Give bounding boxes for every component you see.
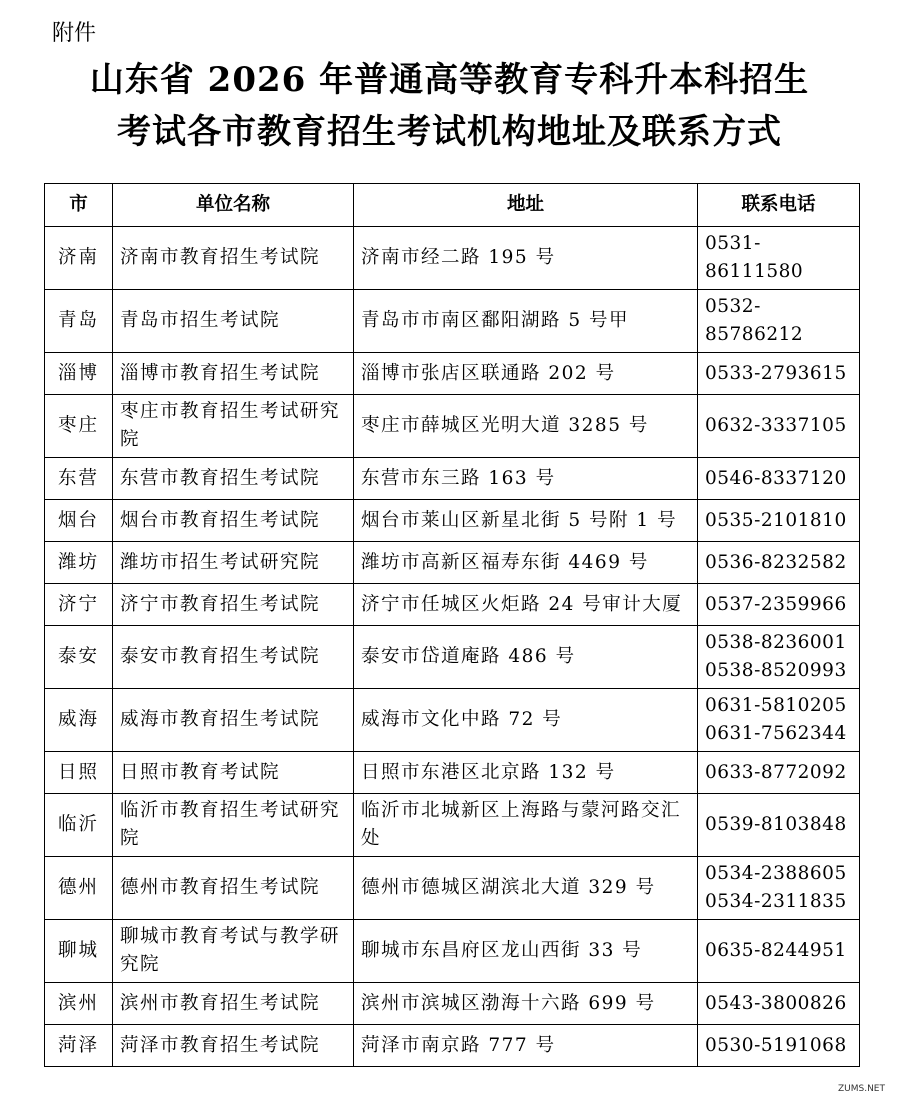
unit-name-cell: 日照市教育考试院 — [113, 752, 354, 794]
phone-number: 0631-5810205 — [705, 695, 847, 716]
phone-number: 0546-8337120 — [705, 467, 847, 489]
unit-name-cell: 枣庄市教育招生考试研究院 — [113, 395, 354, 458]
city-cell: 济南 — [45, 227, 113, 290]
table-row — [45, 353, 860, 395]
table-row — [45, 752, 860, 794]
address-cell: 聊城市东昌府区龙山西街 33 号 — [354, 920, 698, 983]
phone-number: 0537-2359966 — [705, 593, 847, 615]
phone-cell — [698, 290, 860, 353]
phone-cell — [698, 353, 860, 395]
phone-number: 0534-2388605 — [705, 863, 847, 884]
phone-number: 0632-3337105 — [705, 415, 847, 436]
address-cell: 潍坊市高新区福寿东街 4469 号 — [354, 542, 698, 584]
phone-cell — [698, 626, 860, 689]
page-title-line-2: 考试各市教育招生考试机构地址及联系方式 — [117, 112, 782, 152]
address-cell: 泰安市岱道庵路 486 号 — [354, 626, 698, 689]
city-cell: 潍坊 — [45, 542, 113, 584]
unit-name-cell: 德州市教育招生考试院 — [113, 857, 354, 920]
city-cell: 济宁 — [45, 584, 113, 626]
address-cell: 德州市德城区湖滨北大道 329 号 — [354, 857, 698, 920]
table-row — [45, 458, 860, 500]
phone-number: 0534-2311835 — [705, 891, 847, 912]
unit-name-cell: 东营市教育招生考试院 — [113, 458, 354, 500]
city-cell: 滨州 — [45, 983, 113, 1025]
address-cell: 东营市东三路 163 号 — [354, 458, 698, 500]
unit-name-cell: 临沂市教育招生考试研究院 — [113, 794, 354, 857]
address-cell: 济宁市任城区火炬路 24 号审计大厦 — [354, 584, 698, 626]
phone-number: 0633-8772092 — [705, 761, 847, 783]
table-header-row — [45, 184, 860, 227]
unit-name-cell: 济宁市教育招生考试院 — [113, 584, 354, 626]
address-cell: 烟台市莱山区新星北街 5 号附 1 号 — [354, 500, 698, 542]
table-row — [45, 500, 860, 542]
phone-cell — [698, 542, 860, 584]
header-city: 市 — [45, 184, 113, 227]
phone-number: 0535-2101810 — [705, 509, 847, 531]
table-row — [45, 290, 860, 353]
table-row — [45, 983, 860, 1025]
phone-number: 0536-8232582 — [705, 551, 847, 573]
unit-name-cell: 潍坊市招生考试研究院 — [113, 542, 354, 584]
header-unit-name: 单位名称 — [113, 184, 354, 227]
table-row — [45, 794, 860, 857]
phone-cell — [698, 920, 860, 983]
unit-name-cell: 滨州市教育招生考试院 — [113, 983, 354, 1025]
phone-number: 0538-8520993 — [705, 660, 847, 681]
phone-cell — [698, 983, 860, 1025]
phone-cell — [698, 227, 860, 290]
city-cell: 威海 — [45, 689, 113, 752]
phone-cell — [698, 689, 860, 752]
phone-number: 0532-85786212 — [705, 296, 804, 345]
table-body — [45, 227, 860, 1067]
unit-name-cell: 威海市教育招生考试院 — [113, 689, 354, 752]
phone-number: 0543-3800826 — [705, 992, 847, 1014]
city-cell: 日照 — [45, 752, 113, 794]
page-title-line-1: 山东省 2026 年普通高等教育专科升本科招生 — [89, 60, 810, 100]
contact-table — [44, 183, 860, 1067]
address-cell: 临沂市北城新区上海路与蒙河路交汇处 — [354, 794, 698, 857]
attachment-label: 附件 — [52, 21, 97, 46]
city-cell: 东营 — [45, 458, 113, 500]
address-cell: 菏泽市南京路 777 号 — [354, 1025, 698, 1067]
unit-name-cell: 泰安市教育招生考试院 — [113, 626, 354, 689]
address-cell: 枣庄市薛城区光明大道 3285 号 — [354, 395, 698, 458]
address-cell: 威海市文化中路 72 号 — [354, 689, 698, 752]
phone-number: 0538-8236001 — [705, 632, 847, 653]
phone-number: 0533-2793615 — [705, 362, 847, 384]
address-cell: 济南市经二路 195 号 — [354, 227, 698, 290]
phone-cell — [698, 1025, 860, 1067]
table-row — [45, 920, 860, 983]
address-cell: 滨州市滨城区渤海十六路 699 号 — [354, 983, 698, 1025]
phone-cell — [698, 395, 860, 458]
address-cell: 淄博市张店区联通路 202 号 — [354, 353, 698, 395]
table-row — [45, 857, 860, 920]
unit-name-cell: 淄博市教育招生考试院 — [113, 353, 354, 395]
phone-number: 0631-7562344 — [705, 723, 847, 744]
phone-cell — [698, 752, 860, 794]
phone-cell — [698, 458, 860, 500]
phone-cell — [698, 794, 860, 857]
address-cell: 日照市东港区北京路 132 号 — [354, 752, 698, 794]
header-phone: 联系电话 — [698, 184, 860, 227]
city-cell: 菏泽 — [45, 1025, 113, 1067]
table-row — [45, 227, 860, 290]
city-cell: 淄博 — [45, 353, 113, 395]
table-row — [45, 584, 860, 626]
address-cell: 青岛市市南区鄱阳湖路 5 号甲 — [354, 290, 698, 353]
phone-cell — [698, 500, 860, 542]
table-row — [45, 1025, 860, 1067]
city-cell: 烟台 — [45, 500, 113, 542]
phone-number: 0530-5191068 — [705, 1034, 847, 1056]
table-row — [45, 542, 860, 584]
city-cell: 枣庄 — [45, 395, 113, 458]
unit-name-cell: 烟台市教育招生考试院 — [113, 500, 354, 542]
unit-name-cell: 聊城市教育考试与教学研究院 — [113, 920, 354, 983]
phone-number: 0539-8103848 — [705, 814, 847, 835]
unit-name-cell: 济南市教育招生考试院 — [113, 227, 354, 290]
phone-number: 0635-8244951 — [705, 940, 847, 961]
city-cell: 临沂 — [45, 794, 113, 857]
phone-number: 0531-86111580 — [705, 233, 804, 282]
unit-name-cell: 菏泽市教育招生考试院 — [113, 1025, 354, 1067]
city-cell: 泰安 — [45, 626, 113, 689]
header-address: 地址 — [354, 184, 698, 227]
phone-cell — [698, 857, 860, 920]
city-cell: 青岛 — [45, 290, 113, 353]
city-cell: 聊城 — [45, 920, 113, 983]
watermark: ZUMS.NET — [837, 1084, 885, 1094]
city-cell: 德州 — [45, 857, 113, 920]
phone-cell — [698, 584, 860, 626]
table-row — [45, 689, 860, 752]
table-row — [45, 626, 860, 689]
table-row — [45, 395, 860, 458]
unit-name-cell: 青岛市招生考试院 — [113, 290, 354, 353]
